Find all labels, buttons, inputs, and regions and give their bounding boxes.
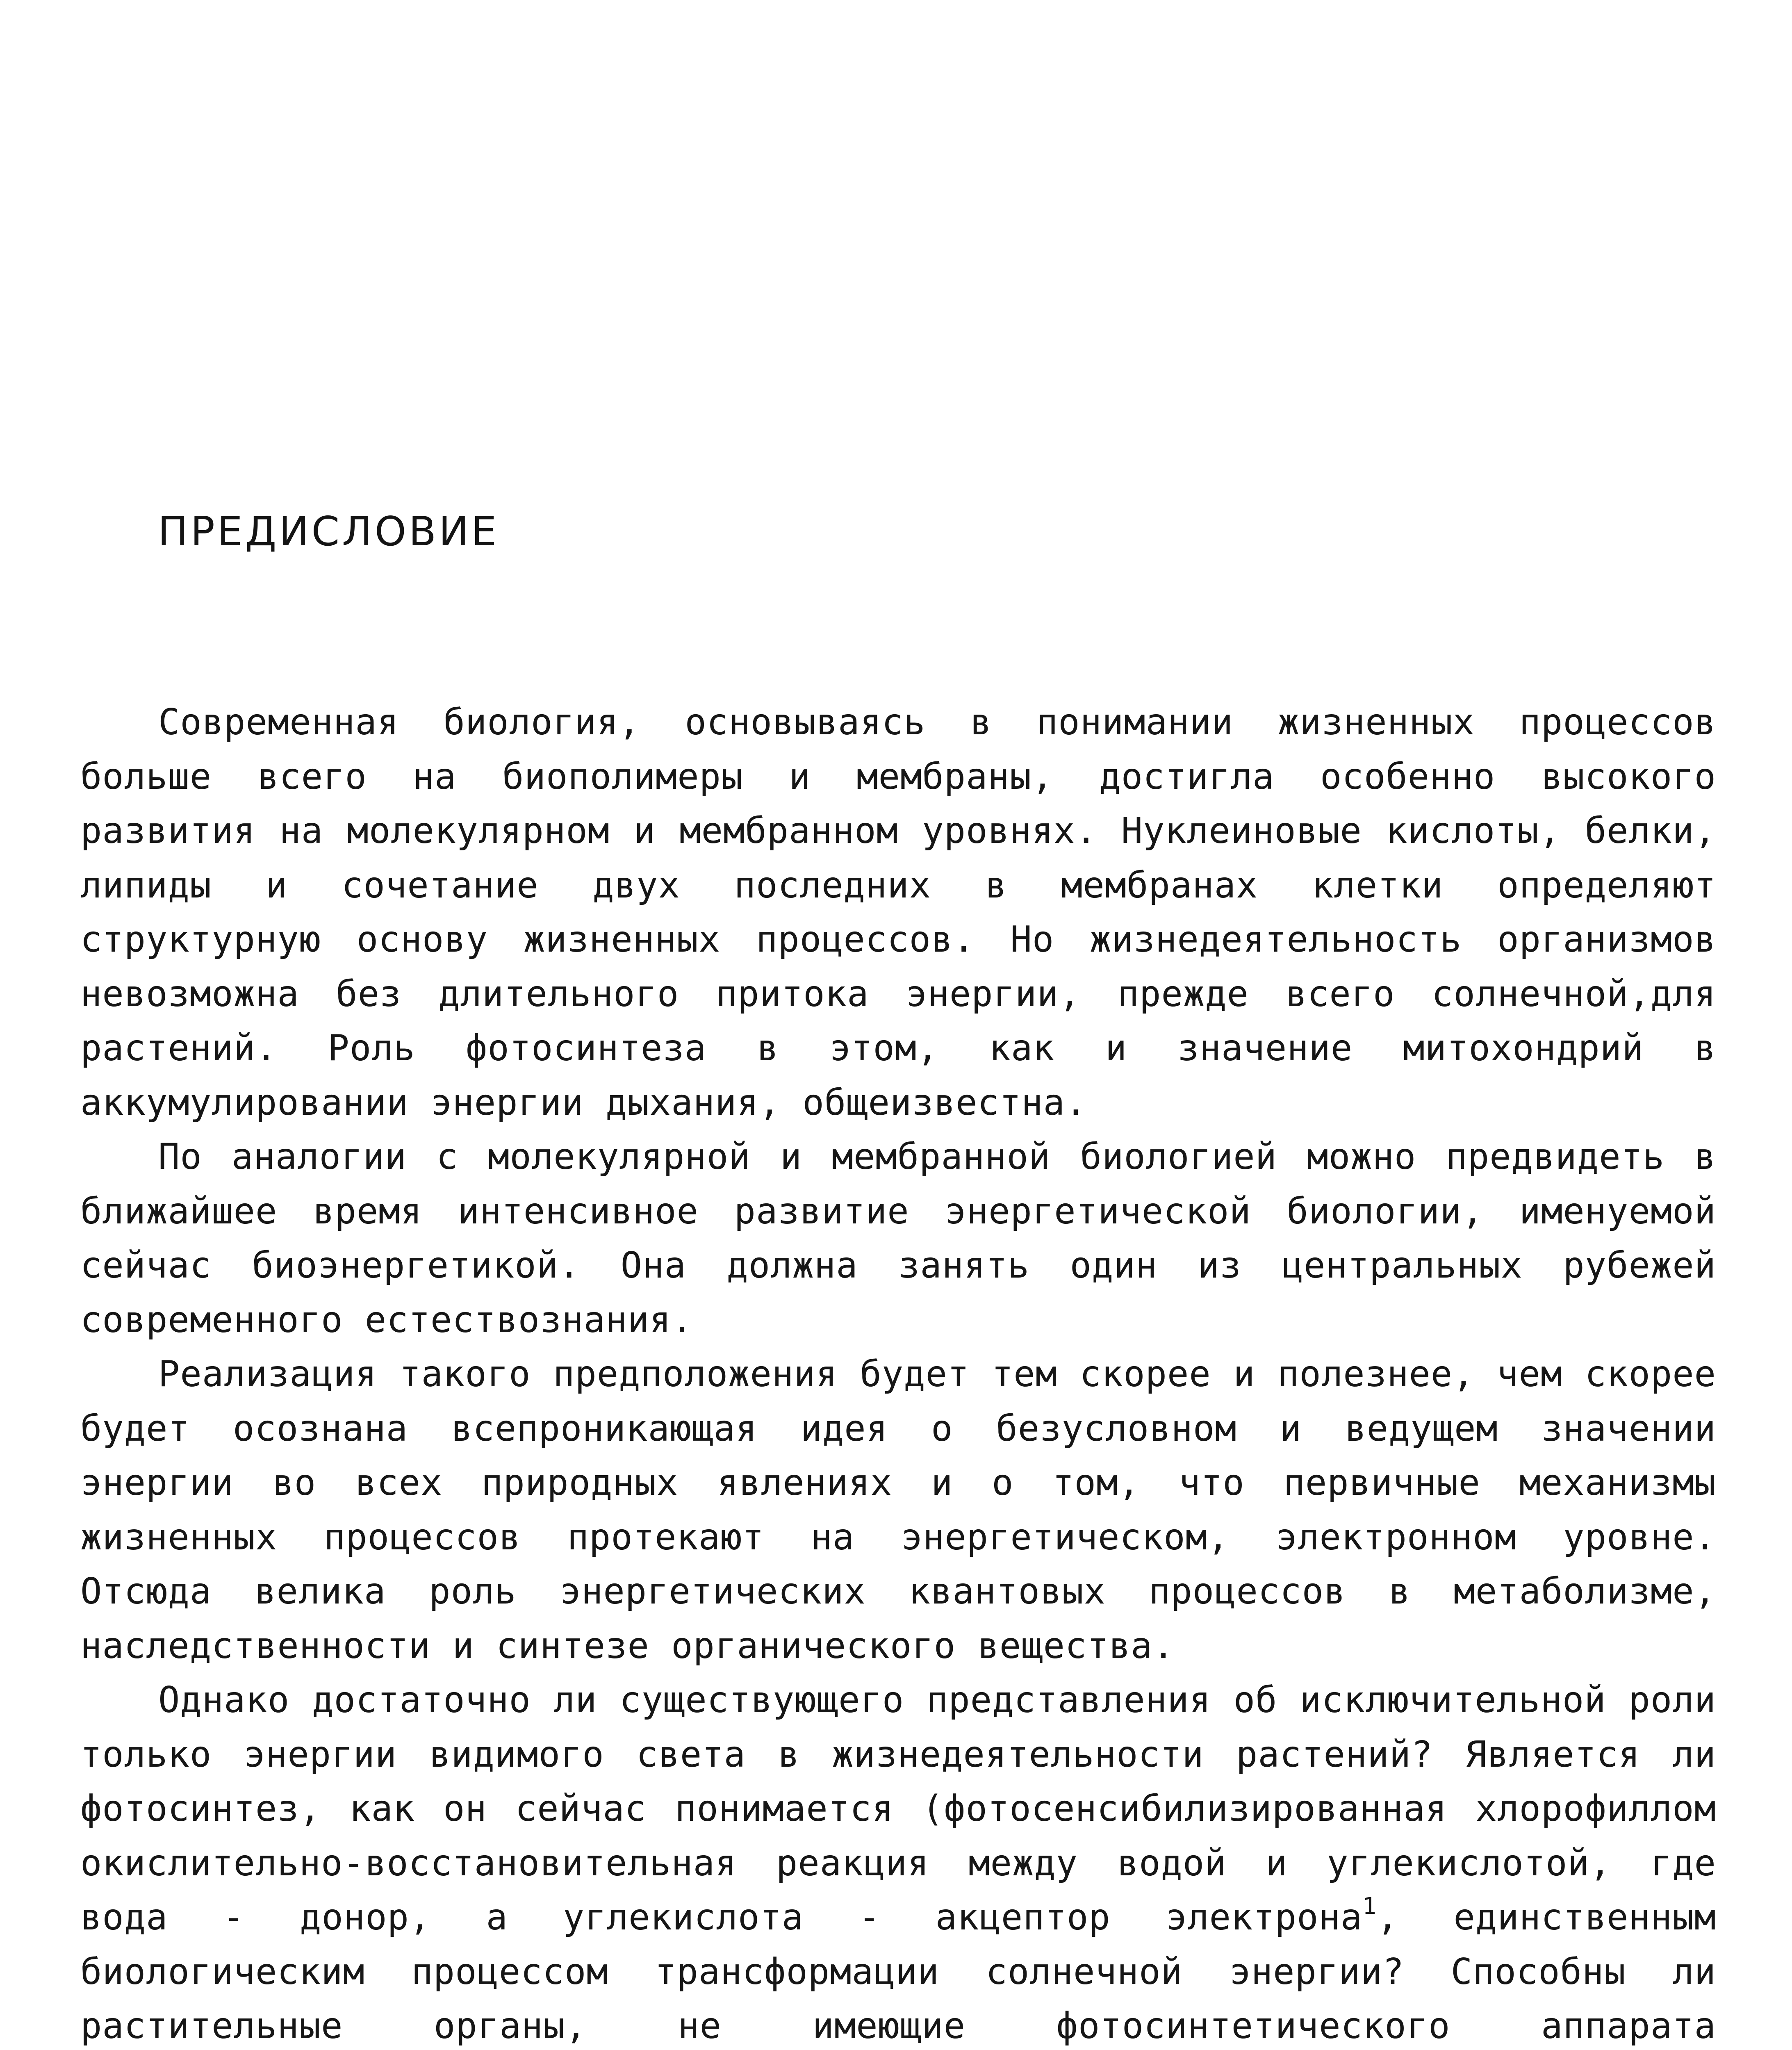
paragraph-4-part-2: , единственным биологическим процессом трансформации солнечной энергии? Способны ли растительные органы, не имеющие фотосинтетического аппарата bbox=[80, 1896, 1716, 2047]
paragraph-2: По аналогии с молекулярной и мембранной биологией можно предвидеть в ближайшее время интенсивное развитие энергетической биологии, именуемой сейчас биоэнергетикой. Она должна занять один из центральных рубежей современного естествознания. bbox=[80, 1136, 1716, 1341]
paragraph-4-part-1: Однако достаточно ли существующего представления об исключительной роли только энергии видимого света в жизнедеятельности растений? Является ли фотосинтез, как он сейчас понимается (фотосенсибилизированная хлорофиллом окислительно-восстановительная реакция между водой и углекислотой, где вода - донор, а углекислота - акцептор электрона bbox=[80, 1679, 1716, 1938]
paragraph-4 bbox=[80, 1673, 1716, 2050]
paragraph-3: Реализация такого предположения будет тем скорее и полезнее, чем скорее будет осознана всепроникающая идея о безусловном и ведущем значении энергии во всех природных явлениях и о том, что первичные механизмы жизненных процессов протекают на энергетическом, электронном уровне. Отсюда велика роль энергетических квантовых процессов в метаболизме, наследственности и синтезе органического вещества. bbox=[80, 1353, 1716, 1667]
footnote-reference[interactable]: 1 bbox=[1362, 1893, 1377, 1920]
paragraph-1: Современная биология, основываясь в понимании жизненных процессов больше всего на биополимеры и мембраны, достигла особенно высокого развития на молекулярном и мембранном уровнях. Нуклеиновые кислоты, белки, липиды и сочетание двух последних в мембранах клетки определяют структурную основу жизненных процессов. Но жизнедеятельность организмов невозможна без длительного притока энергии, прежде всего солнечной,для растений. Роль фотосинтеза в этом, как и значение митохондрий в аккумулировании энергии дыхания, общеизвестна. bbox=[80, 701, 1716, 1123]
page-title: ПРЕДИСЛОВИЕ bbox=[158, 508, 499, 555]
body-text bbox=[80, 695, 1716, 2050]
